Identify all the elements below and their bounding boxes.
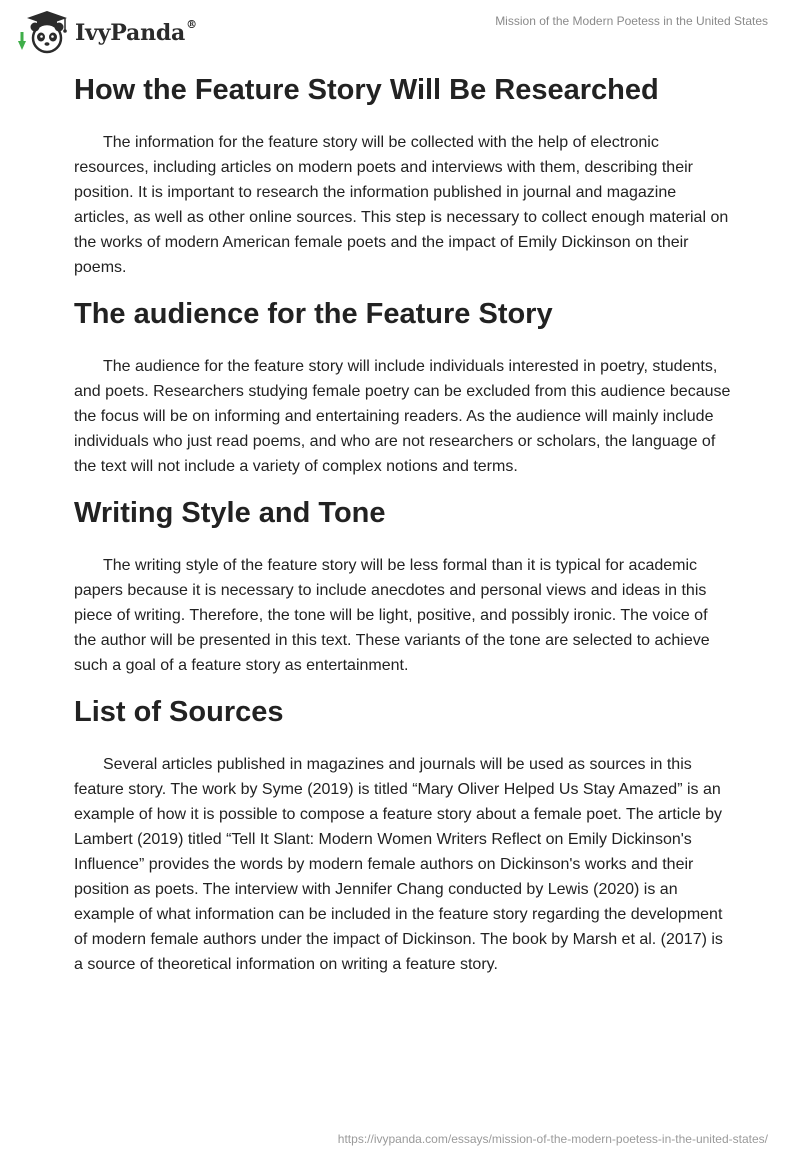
section-paragraph: The writing style of the feature story will be less formal than it is typical for academic papers because it is necessary to include anecdotes and personal views and ideas in this piece of writing. Therefore, the tone will be light, positive, and possibly ironic. The voice of the author will be presented in this text. These variants of the tone are selected to achieve such a goal of a feature story as entertainment. xyxy=(74,557,710,674)
ivypanda-logo[interactable] xyxy=(13,10,197,56)
section-heading: Writing Style and Tone xyxy=(74,497,386,529)
section-heading: How the Feature Story Will Be Researched xyxy=(74,74,659,106)
section-paragraph: The audience for the feature story will include individuals interested in poetry, students, and poets. Researchers studying female poetry can be excluded from this audience because the focus will be on informing and entertaining readers. As the audience will mainly include individuals who just read poems, and who are not researchers or scholars, the language of the text will not include a variety of complex notions and terms. xyxy=(74,358,731,475)
section-heading: List of Sources xyxy=(74,696,284,728)
page-header xyxy=(0,0,800,60)
panda-graduate-icon xyxy=(13,10,71,56)
document-title: Mission of the Modern Poetess in the United States xyxy=(495,14,768,28)
section-paragraph: Several articles published in magazines and journals will be used as sources in this feature story. The work by Syme (2019) is titled “Mary Oliver Helped Us Stay Amazed” is an example of how it is possible to compose a feature story about a female poet. The article by Lambert (2019) titled “Tell It Slant: Modern Women Writers Reflect on Emily Dickinson's Influence” provides the words by modern female authors on Dickinson's works and their position as poets. The interview with Jennifer Chang conducted by Lewis (2020) is an example of what information can be included in the feature story regarding the development of modern female authors under the impact of Dickinson. The book by Marsh et al. (2017) is a source of theoretical information on writing a feature story. xyxy=(74,756,723,973)
section-research xyxy=(74,70,734,280)
section-style-tone xyxy=(74,493,734,678)
essay-content xyxy=(74,70,734,991)
source-url-link[interactable]: https://ivypanda.com/essays/mission-of-the-modern-poetess-in-the-united-states/ xyxy=(337,1132,768,1146)
section-audience xyxy=(74,294,734,479)
section-sources xyxy=(74,692,734,977)
registered-mark: ® xyxy=(186,18,197,31)
logo-wordmark: IvyPanda® xyxy=(75,18,197,46)
section-paragraph: The information for the feature story will be collected with the help of electronic resources, including articles on modern poets and interviews with them, describing their position. It is important to research the information published in journal and magazine articles, as well as other online sources. This step is necessary to collect enough material on the works of modern American female poets and the impact of Emily Dickinson on their poems. xyxy=(74,134,729,276)
section-heading: The audience for the Feature Story xyxy=(74,298,553,330)
